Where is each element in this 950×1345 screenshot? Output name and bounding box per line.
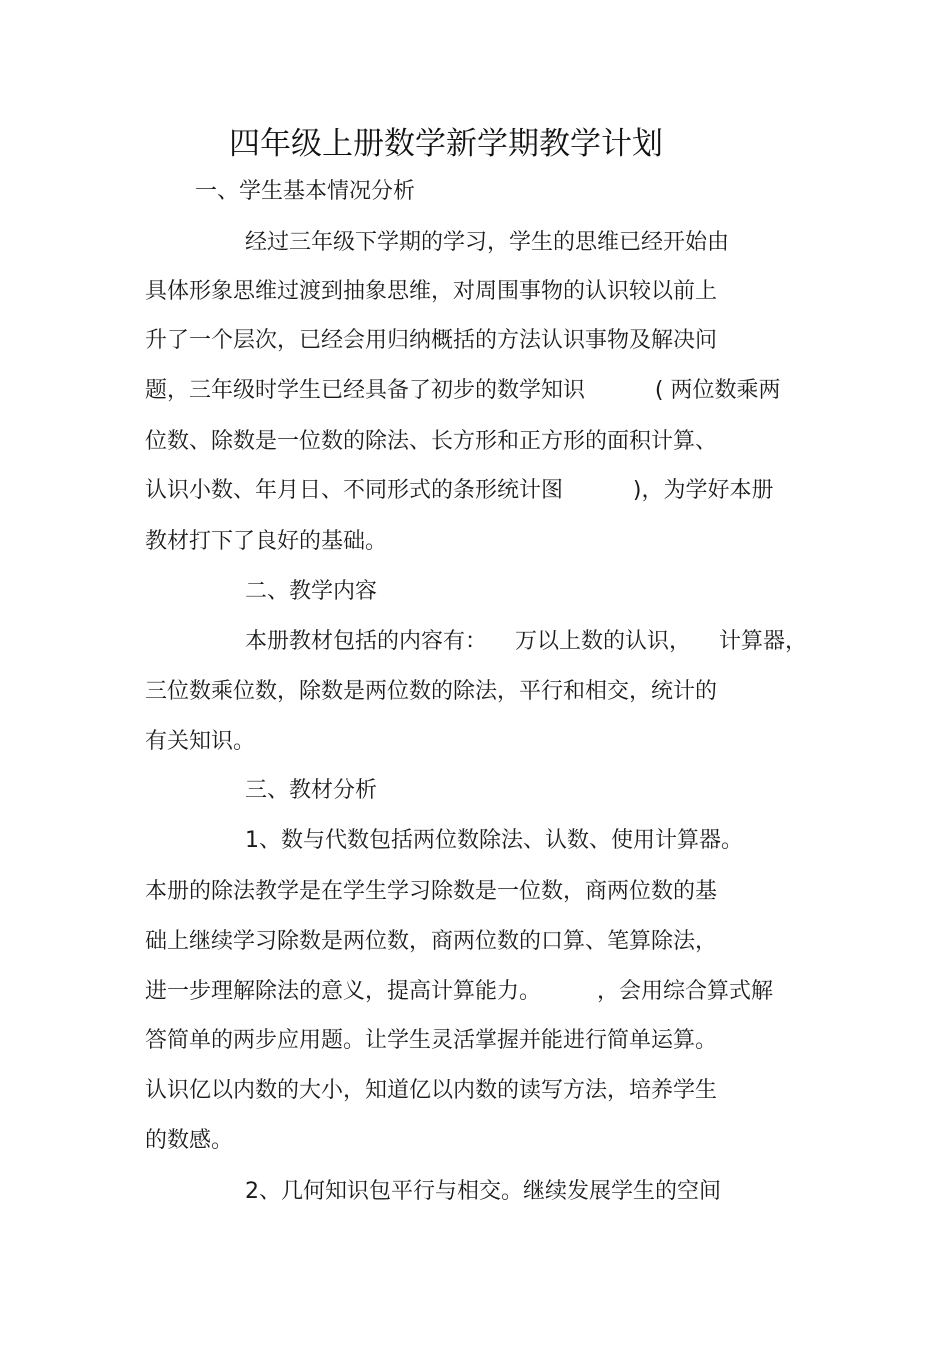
section-heading: 二、教学内容 bbox=[245, 579, 378, 604]
document-title: 四年级上册数学新学期教学计划 bbox=[229, 126, 663, 162]
paragraph-line: 位数、除数是一位数的除法、长方形和正方形的面积计算、 bbox=[145, 429, 718, 454]
paragraph-line: 教材打下了良好的基础。 bbox=[145, 529, 388, 554]
paragraph-line: 进一步理解除法的意义，提高计算能力。 ，会用综合算式解 bbox=[145, 979, 773, 1004]
paragraph-line: 有关知识。 bbox=[145, 729, 256, 754]
paragraph-line: 认识亿以内数的大小，知道亿以内数的读写方法，培养学生 bbox=[145, 1078, 718, 1103]
section-heading: 三、教材分析 bbox=[245, 778, 378, 803]
paragraph-line: 三位数乘位数，除数是两位数的除法，平行和相交，统计的 bbox=[145, 679, 718, 704]
section-heading: 一、学生基本情况分析 bbox=[195, 179, 416, 204]
paragraph-line: 本册的除法教学是在学生学习除数是一位数，商两位数的基 bbox=[145, 879, 718, 904]
paragraph-line: 升了一个层次，已经会用归纳概括的方法认识事物及解决问 bbox=[145, 328, 718, 353]
paragraph-line: 1、数与代数包括两位数除法、认数、使用计算器。 bbox=[245, 828, 743, 853]
paragraph-line: 具体形象思维过渡到抽象思维，对周围事物的认识较以前上 bbox=[145, 279, 718, 304]
paragraph-line: 认识小数、年月日、不同形式的条形统计图 )，为学好本册 bbox=[145, 478, 774, 503]
paragraph-line: 本册教材包括的内容有： 万以上数的认识， 计算器， bbox=[245, 629, 807, 654]
paragraph-line: 答简单的两步应用题。让学生灵活掌握并能进行简单运算。 bbox=[145, 1028, 718, 1053]
paragraph-line: 的数感。 bbox=[145, 1128, 234, 1153]
paragraph-line: 经过三年级下学期的学习，学生的思维已经开始由 bbox=[245, 230, 730, 255]
paragraph-line: 题，三年级时学生已经具备了初步的数学知识 ( 两位数乘两 bbox=[145, 378, 781, 403]
paragraph-line: 2、几何知识包平行与相交。继续发展学生的空间 bbox=[245, 1179, 721, 1204]
paragraph-line: 础上继续学习除数是两位数，商两位数的口算、笔算除法， bbox=[145, 929, 718, 954]
